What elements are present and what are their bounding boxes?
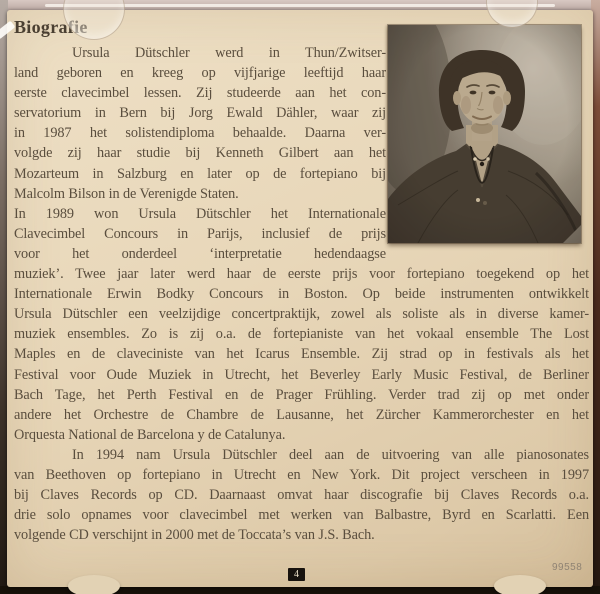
page-title: Biografie xyxy=(14,17,88,37)
bio-text-line: volgde zij haar studie bij Kenneth Gilbert aan het xyxy=(14,145,386,162)
bio-text-line: van Beethoven op fortepiano in Utrecht en New York. Dit project verscheen in 1997 xyxy=(14,466,589,483)
bio-text-line: Clavecimbel Concours in Parijs, inclusief de prijs xyxy=(14,225,386,242)
portrait-photo-illustration xyxy=(388,25,581,243)
bio-text-line: servatorium in Bern bij Jorg Ewald Dähler, waar zij xyxy=(14,105,386,122)
portrait-photo xyxy=(388,25,581,243)
bio-text-line: Maples en de claveciniste van het Icarus Ensemble. Zij strad op in festivals als het xyxy=(14,346,589,363)
bio-text-line: drie solo opnames voor clavecimbel met werken van Balbastre, Byrd en Scarlatti. Een xyxy=(14,507,589,524)
bio-text-line: Internationale Erwin Bodky Concours in Boston. Op beide instrumenten ontwikkelt xyxy=(14,286,589,303)
bio-text-line: voor het onderdeel ‘interpretatie hedendaagse xyxy=(14,245,386,262)
bio-text-line: muziek ensembles. Zo is zij o.a. de fortepianiste van het vokaal ensemble The Lost xyxy=(14,326,589,343)
bio-text-line: Festival voor Oude Muziek in Utrecht, het Beverley Early Music Festival, de Berliner xyxy=(14,366,589,383)
bio-text-line: andere het Orchestre de Chambre de Lausanne, het Zürcher Kammerorchester en het xyxy=(14,406,589,423)
bio-text-line: In 1989 won Ursula Dütschler het Internationale xyxy=(14,205,386,222)
bio-text-line: Malcolm Bilson in de Verenigde Staten. xyxy=(14,185,239,202)
bio-text-line: land geboren en kreeg op vijfjarige leeftijd haar xyxy=(14,65,386,82)
case-tab-bottom-right xyxy=(494,575,546,594)
bio-text-line: volgende CD verschijnt in 2000 met de Toccata’s van J.S. Bach. xyxy=(14,527,375,544)
page-number-badge: 4 xyxy=(288,568,305,581)
catalog-number: 99558 xyxy=(552,562,583,573)
bio-text-line: eerste clavecimbel lessen. Zij studeerde aan het con- xyxy=(14,85,386,102)
bio-text-line: Mozarteum in Salzburg en later op de fortepiano bij xyxy=(14,165,386,182)
bio-text-line: bij Claves Records op CD. Daarnaast omvat haar discografie bij Claves Records o.a. xyxy=(14,487,589,504)
bio-text-line: Ursula Dütschler een veelzijdige concertpraktijk, zowel als soliste als in diverse kamer- xyxy=(14,306,589,323)
bio-text-line: Orquesta National de Barcelona y de Catalunya. xyxy=(14,426,286,443)
case-tab-bottom-left xyxy=(68,575,120,594)
booklet-page xyxy=(7,10,593,587)
bio-text-line: muziek’. Twee jaar later werd haar de eerste prijs voor fortepiano toegekend op het xyxy=(14,266,589,283)
bio-text-line: Ursula Dütschler werd in Thun/Zwitser- xyxy=(72,45,386,61)
bio-text-line: in 1987 het solistendiploma behaalde. Daarna ver- xyxy=(14,125,386,142)
bio-text-line: Bach Tage, het Perth Festival en de Prager Frühling. Verder trad zij op met onder xyxy=(14,386,589,403)
bio-text-line: In 1994 nam Ursula Dütschler deel aan de uitvoering van alle pianosonates xyxy=(72,446,589,463)
